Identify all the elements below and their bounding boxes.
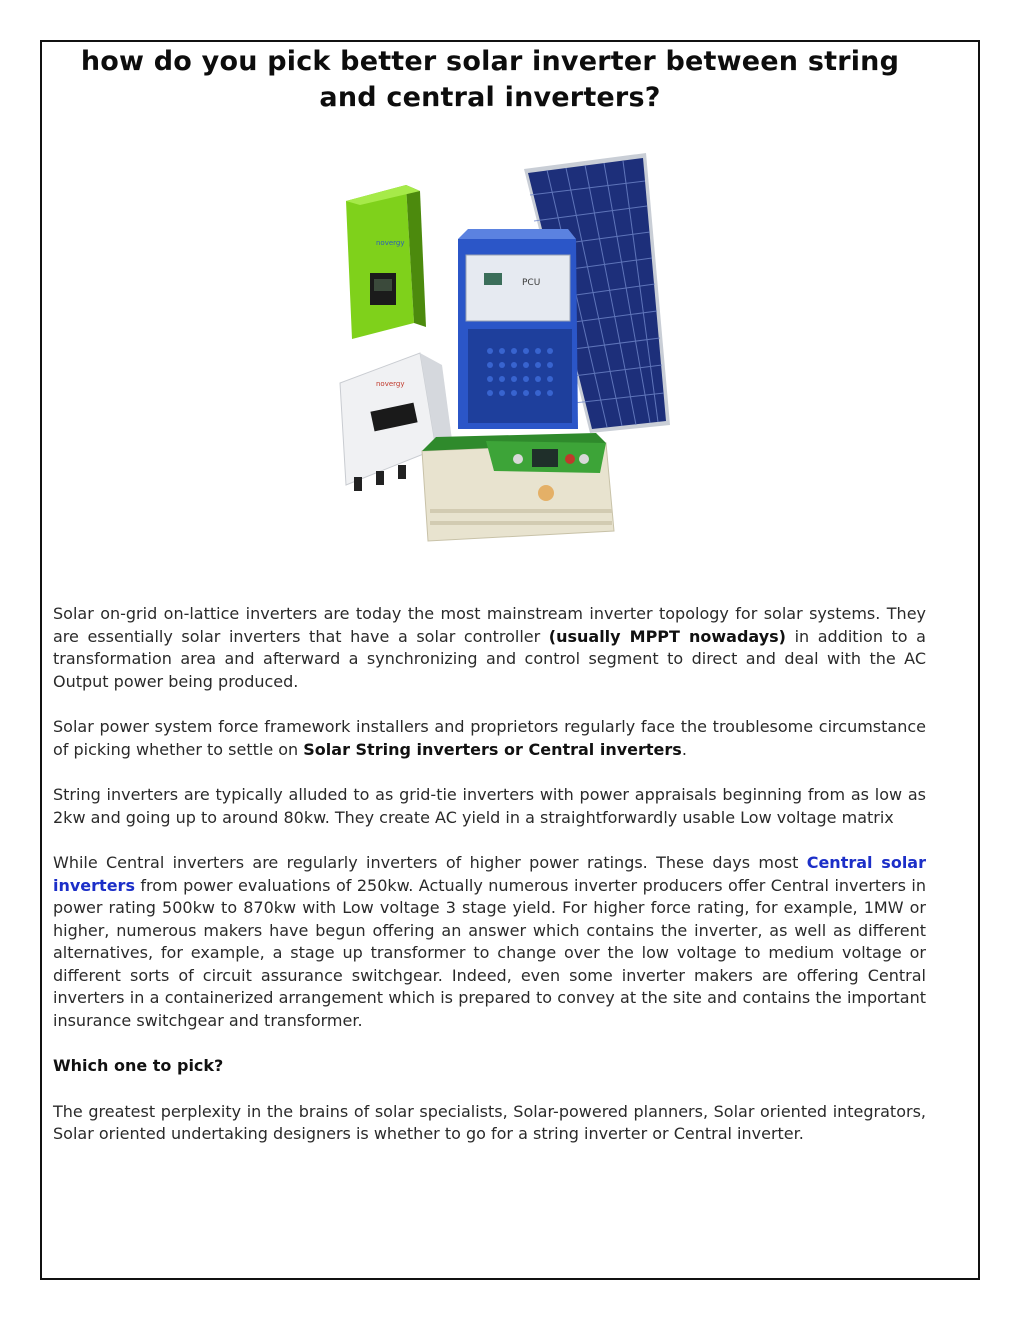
page-title: how do you pick better solar inverter between string and central inverters? xyxy=(80,46,900,113)
paragraph-installers: Solar power system force framework installers and proprietors regularly face the troublesome circumstance of picking whether to settle on Solar String inverters or Central inverters. xyxy=(53,717,926,759)
pcu-cabinet xyxy=(458,229,578,429)
home-inverter xyxy=(422,433,614,541)
green-string-inverter xyxy=(346,185,426,339)
paragraph-string-inverters: String inverters are typically alluded to as grid-tie inverters with power appraisals beginning from as low as 2kw and going up to around 80kw. They create AC yield in a straightforwardly usable Low voltage matrix xyxy=(53,785,926,827)
paragraph-central-inverters: While Central inverters are regularly inverters of higher power ratings. These days most Central solar inverters from power evaluations of 250kw. Actually numerous inverter producers offer Central inverters in power rating 500kw to 870kw with Low voltage 3 stage yield. For higher force rating, for example, 1MW or higher, numerous makers have begun offering an answer which contains the inverter, as well as different alternatives, for example, a stage up transformer to change over the low voltage to medium voltage or different sorts of circuit assurance switchgear. Indeed, even some inverter makers are offering Central inverters in a containerized arrangement which is prepared to convey at the site and contains the important insurance switchgear and transformer. xyxy=(53,853,926,1030)
solar-inverters-image xyxy=(318,133,718,553)
svg-text:novergy: novergy xyxy=(376,239,405,247)
article-body xyxy=(53,603,926,1169)
svg-text:PCU: PCU xyxy=(522,278,541,288)
paragraph-conclusion: The greatest perplexity in the brains of solar specialists, Solar-powered planners, Solar oriented integrators, Solar oriented undertaking designers is whether to go for a string inverter or Central inverter. xyxy=(53,1101,926,1143)
svg-text:novergy: novergy xyxy=(376,380,405,388)
section-heading: Which one to pick? xyxy=(53,1056,224,1075)
central-solar-inverters-link[interactable]: Central solar inverters xyxy=(53,853,926,895)
paragraph-intro: Solar on-grid on-lattice inverters are today the most mainstream inverter topology for solar systems. They are essentially solar inverters that have a solar controller (usually MPPT nowadays) in addition to a transformation area and afterward a synchronizing and control segment to direct and deal with the AC Output power being produced. xyxy=(53,604,926,691)
